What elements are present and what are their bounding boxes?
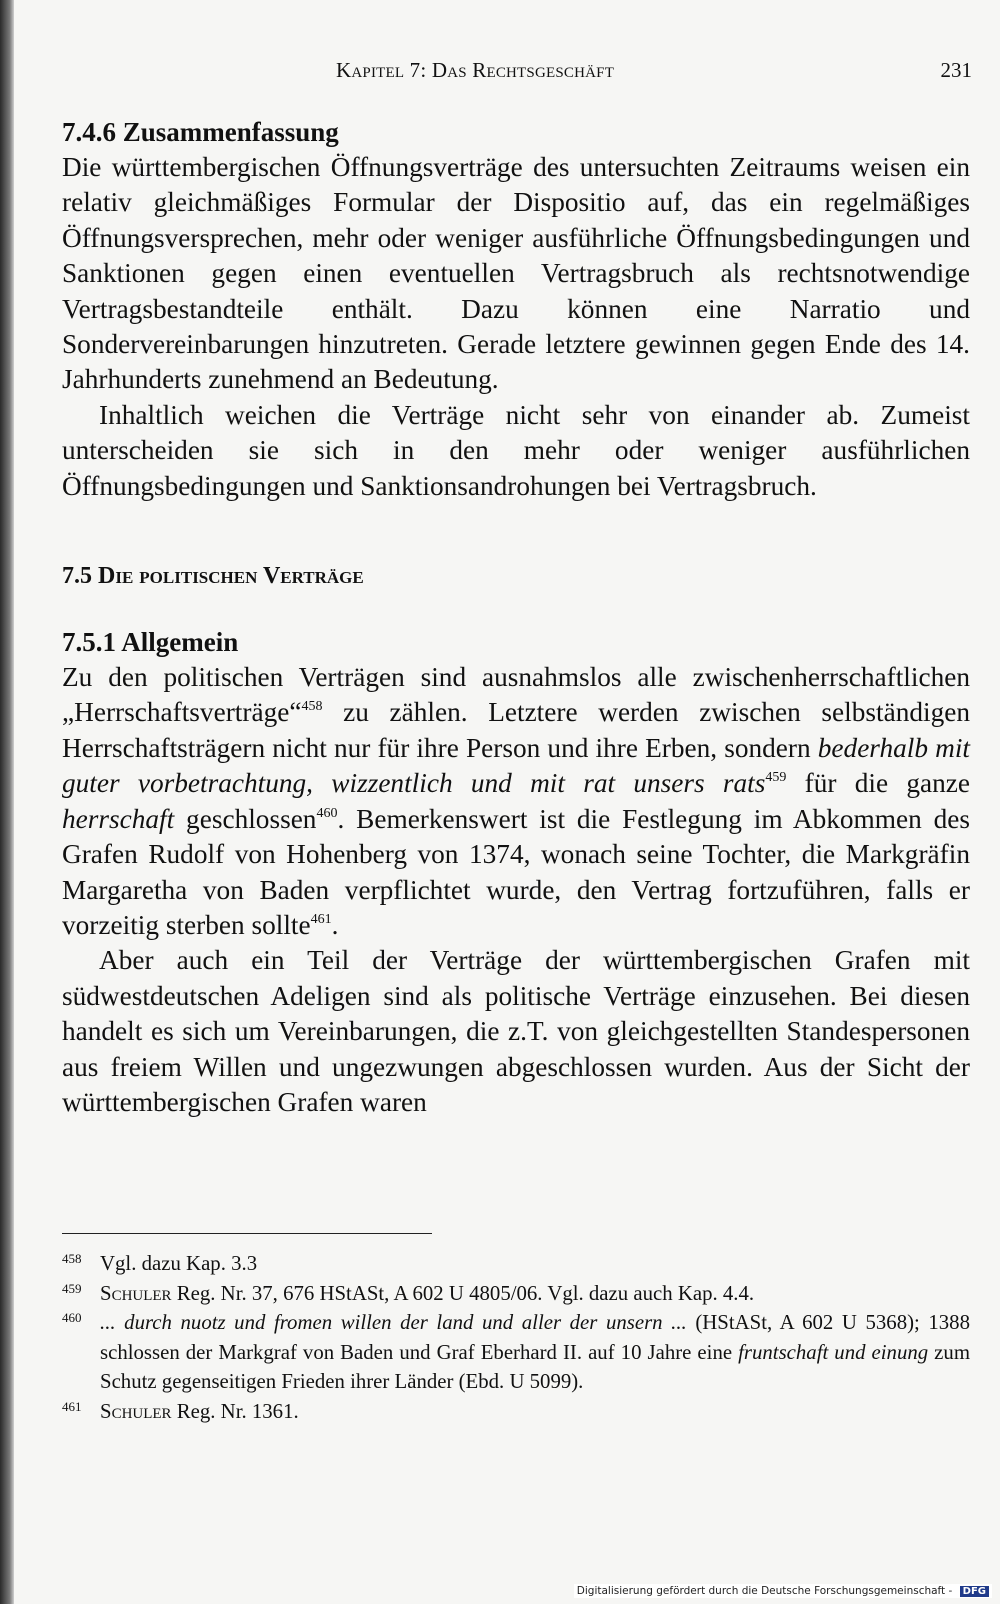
footnote-458 [62,1249,970,1279]
main-text [62,114,970,1120]
quotation-italic: fruntschaft und einung [738,1340,929,1364]
footnote-text: (HStASt, A 602 U 5368); 1388 schlossen der Markgraf von Baden und Graf Eberhard II. auf 10 Jahre eine [100,1311,970,1364]
heading-7-5-1: 7.5.1 Allgemein [62,627,239,658]
text-run: . Bemerkenswert ist die Festlegung im Abkommen des Grafen Rudolf von Hohenberg von 1374, wonach seine Tochter, die Markgräfin Margaretha von Baden verpflichtet wurde, den Vertrag fortzuführen, falls er vorzeitig sterben sollte [62,803,971,940]
text-run: . [331,909,339,940]
footnote-text: Reg. Nr. 37, 676 HStASt, A 602 U 4805/06. Vgl. dazu auch Kap. 4.4. [171,1281,755,1305]
text-run: für die ganze [786,768,970,799]
heading-7-4-6: 7.4.6 Zusammenfassung [62,117,339,147]
running-title: Kapitel 7: Das Rechtsgeschäft [336,58,615,82]
text-run: Zu den politischen Verträgen sind ausnahmslos alle zwischenherrschaftlichen „Herrschaftsverträge“ [62,662,970,728]
footnote-ref-461: 461 [310,911,332,927]
footnote-number: 458 [62,1251,82,1266]
footnote-text: Vgl. dazu Kap. 3.3 [100,1252,258,1275]
book-spine-shadow [0,0,14,1604]
author-name: Schuler [100,1399,172,1423]
credit-text: Digitalisierung gefördert durch die Deutsche Forschungsgemeinschaft - [576,1585,953,1597]
footnote-ref-459: 459 [765,770,787,786]
page-number: 231 [940,58,972,82]
footnote-divider [62,1233,432,1234]
footnote-461 [62,1397,970,1427]
footnote-460 [62,1308,970,1397]
text-run: geschlossen [174,803,317,834]
digitization-credit [574,1584,992,1598]
heading-7-5: 7.5 Die politischen Verträge [62,563,364,590]
dfg-logo: DFG [960,1586,989,1597]
footnote-ref-458: 458 [301,699,323,715]
paragraph: Inhaltlich weichen die Verträge nicht sehr von einander ab. Zumeist unterscheiden sie sich in den mehr oder weniger ausführlichen Öffnungsbedingungen und Sanktionsandrohungen bei Vertragsbruch. [62,399,970,501]
quotation-italic: ... durch nuotz und fromen willen der land und aller der unsern ... [100,1311,687,1334]
footnote-number: 459 [62,1280,82,1296]
page-header [60,58,972,88]
author-name: Schuler [100,1281,172,1305]
footnotes [62,1249,970,1426]
paragraph [62,660,970,943]
footnote-text: Reg. Nr. 1361. [171,1399,299,1423]
footnote-459 [62,1279,970,1309]
footnote-number: 461 [62,1398,82,1414]
footnote-number: 460 [62,1310,82,1325]
quotation-italic: bederhalb mit guter vorbetrachtung, wizzentlich und mit rat unsers rats [62,732,970,799]
paragraph: Die württembergischen Öffnungsverträge des untersuchten Zeitraums weisen ein relativ gleichmäßiges Formular der Dispositio auf, das ein regelmäßiges Öffnungsversprechen, mehr oder weniger ausführliche Öffnungsbedingungen und Sanktionen gegen einen eventuellen Vertragsbruch als rechtsnotwendige Vertragsbestandteile enthält. Dazu können eine Narratio und Sondervereinbarungen hinzutreten. Gerade letztere gewinnen gegen Ende des 14. Jahrhunderts zunehmend an Bedeutung. [62,152,970,395]
quotation-italic: herrschaft [62,803,175,834]
text-run: zu zählen. Letztere werden zwischen selbständigen Herrschaftsträgern nicht nur für ihre Person und ihre Erben, sondern [62,697,970,763]
footnote-ref-460: 460 [316,805,338,821]
footnote-text: zum Schutz gegenseitigen Frieden ihrer Länder (Ebd. U 5099). [100,1340,970,1393]
paragraph: Aber auch ein Teil der Verträge der württembergischen Grafen mit südwestdeutschen Adeligen sind als politische Verträge einzusehen. Bei diesen handelt es sich um Vereinbarungen, die z.T. von gleichgestellten Standespersonen aus freiem Willen und ungezwungen abgeschlossen wurden. Aus der Sicht der württembergischen Grafen waren [62,945,970,1117]
